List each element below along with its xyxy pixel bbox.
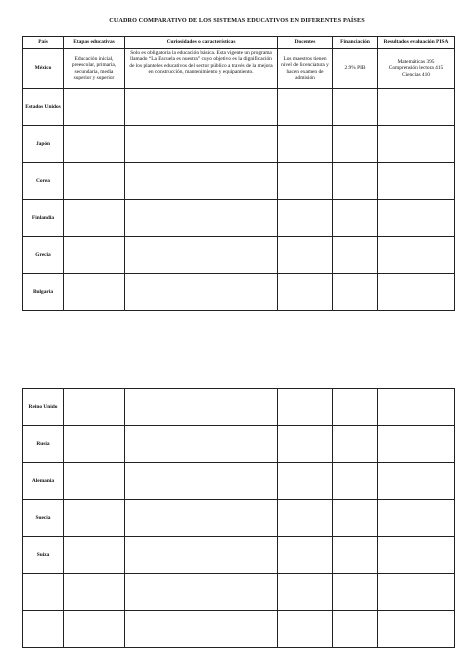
empty-cell[interactable] <box>333 163 378 200</box>
table-row <box>23 237 455 274</box>
empty-cell[interactable] <box>278 89 333 126</box>
empty-cell[interactable] <box>278 463 333 500</box>
table-row <box>23 126 455 163</box>
empty-cell[interactable] <box>125 574 278 611</box>
header-pais: País <box>23 37 64 49</box>
empty-cell[interactable] <box>125 500 278 537</box>
table-row <box>23 200 455 237</box>
empty-cell[interactable] <box>278 274 333 311</box>
country-cell <box>23 574 64 611</box>
empty-cell[interactable] <box>378 163 455 200</box>
header-row <box>23 37 455 49</box>
country-cell <box>23 611 64 648</box>
empty-cell[interactable] <box>125 463 278 500</box>
financiacion-cell: 2.9% PIB <box>333 49 378 89</box>
table-row <box>23 537 455 574</box>
empty-cell[interactable] <box>333 274 378 311</box>
empty-cell[interactable] <box>333 89 378 126</box>
empty-cell[interactable] <box>333 537 378 574</box>
empty-cell[interactable] <box>333 574 378 611</box>
empty-cell[interactable] <box>125 200 278 237</box>
country-cell: Corea <box>23 163 64 200</box>
table-row <box>23 163 455 200</box>
country-cell: Estados Unidos <box>23 89 64 126</box>
empty-cell[interactable] <box>278 537 333 574</box>
empty-cell[interactable] <box>125 126 278 163</box>
table-row <box>23 500 455 537</box>
empty-cell[interactable] <box>378 537 455 574</box>
empty-cell[interactable] <box>64 237 125 274</box>
empty-cell[interactable] <box>64 389 125 426</box>
empty-cell[interactable] <box>125 537 278 574</box>
empty-cell[interactable] <box>333 611 378 648</box>
empty-cell[interactable] <box>378 126 455 163</box>
empty-cell[interactable] <box>378 200 455 237</box>
empty-cell[interactable] <box>378 463 455 500</box>
table-row <box>23 574 455 611</box>
empty-cell[interactable] <box>333 200 378 237</box>
country-cell: México <box>23 49 64 89</box>
empty-cell[interactable] <box>64 500 125 537</box>
country-cell: Japón <box>23 126 64 163</box>
empty-cell[interactable] <box>64 126 125 163</box>
empty-cell[interactable] <box>64 463 125 500</box>
empty-cell[interactable] <box>125 237 278 274</box>
table-row-mexico <box>23 49 455 89</box>
empty-cell[interactable] <box>64 200 125 237</box>
empty-cell[interactable] <box>378 274 455 311</box>
empty-cell[interactable] <box>278 126 333 163</box>
table-row <box>23 274 455 311</box>
empty-cell[interactable] <box>333 389 378 426</box>
empty-cell[interactable] <box>278 163 333 200</box>
empty-cell[interactable] <box>64 537 125 574</box>
empty-cell[interactable] <box>333 426 378 463</box>
empty-cell[interactable] <box>64 89 125 126</box>
empty-cell[interactable] <box>278 426 333 463</box>
table-row <box>23 611 455 648</box>
country-cell: Alemania <box>23 463 64 500</box>
empty-cell[interactable] <box>378 389 455 426</box>
empty-cell[interactable] <box>278 200 333 237</box>
comparison-table-continued <box>22 388 455 648</box>
empty-cell[interactable] <box>278 389 333 426</box>
empty-cell[interactable] <box>333 500 378 537</box>
empty-cell[interactable] <box>378 237 455 274</box>
empty-cell[interactable] <box>125 163 278 200</box>
empty-cell[interactable] <box>64 426 125 463</box>
header-docentes: Docentes <box>278 37 333 49</box>
empty-cell[interactable] <box>64 574 125 611</box>
country-cell: Grecia <box>23 237 64 274</box>
country-cell: Reino Unido <box>23 389 64 426</box>
empty-cell[interactable] <box>125 389 278 426</box>
empty-cell[interactable] <box>125 89 278 126</box>
empty-cell[interactable] <box>125 274 278 311</box>
header-curiosidades: Curiosidades o características <box>125 37 278 49</box>
docentes-cell: Los maestros tienen nivel de licenciatura y hacen examen de admisión <box>278 49 333 89</box>
etapas-cell: Educación inicial, preescolar, primaria, secundaria, media superior y superior <box>64 49 125 89</box>
empty-cell[interactable] <box>64 163 125 200</box>
table-row <box>23 89 455 126</box>
empty-cell[interactable] <box>378 89 455 126</box>
table-row <box>23 463 455 500</box>
empty-cell[interactable] <box>378 500 455 537</box>
empty-cell[interactable] <box>278 611 333 648</box>
country-cell: Finlandia <box>23 200 64 237</box>
empty-cell[interactable] <box>333 126 378 163</box>
header-etapas: Etapas educativas <box>64 37 125 49</box>
empty-cell[interactable] <box>125 426 278 463</box>
table-row <box>23 389 455 426</box>
empty-cell[interactable] <box>378 574 455 611</box>
document-title: CUADRO COMPARATIVO DE LOS SISTEMAS EDUCATIVOS EN DIFERENTES PAÍSES <box>109 17 365 24</box>
empty-cell[interactable] <box>378 426 455 463</box>
empty-cell[interactable] <box>378 611 455 648</box>
country-cell: Suiza <box>23 537 64 574</box>
empty-cell[interactable] <box>278 500 333 537</box>
empty-cell[interactable] <box>278 574 333 611</box>
empty-cell[interactable] <box>64 611 125 648</box>
empty-cell[interactable] <box>333 463 378 500</box>
table-row <box>23 426 455 463</box>
pisa-cell: Matemáticas 395 Comprensión lectora 415 Ciencias 410 <box>378 49 455 89</box>
comparison-table <box>22 36 455 311</box>
empty-cell[interactable] <box>64 274 125 311</box>
country-cell: Suecia <box>23 500 64 537</box>
curiosidades-cell: Solo es obligatoria la educación básica. Esta vigente un programa llamado “La Escuela es nuestra” cuyo objetivo es la dignificación de los planteles educativos del sector público a través de la mejora en construcción, mantenimiento y equipamiento. <box>125 49 278 89</box>
country-cell: Bulgaria <box>23 274 64 311</box>
empty-cell[interactable] <box>125 611 278 648</box>
country-cell: Rusia <box>23 426 64 463</box>
header-financiacion: Financiación <box>333 37 378 49</box>
empty-cell[interactable] <box>333 237 378 274</box>
header-pisa: Resultados evaluación PISA <box>378 37 455 49</box>
empty-cell[interactable] <box>278 237 333 274</box>
